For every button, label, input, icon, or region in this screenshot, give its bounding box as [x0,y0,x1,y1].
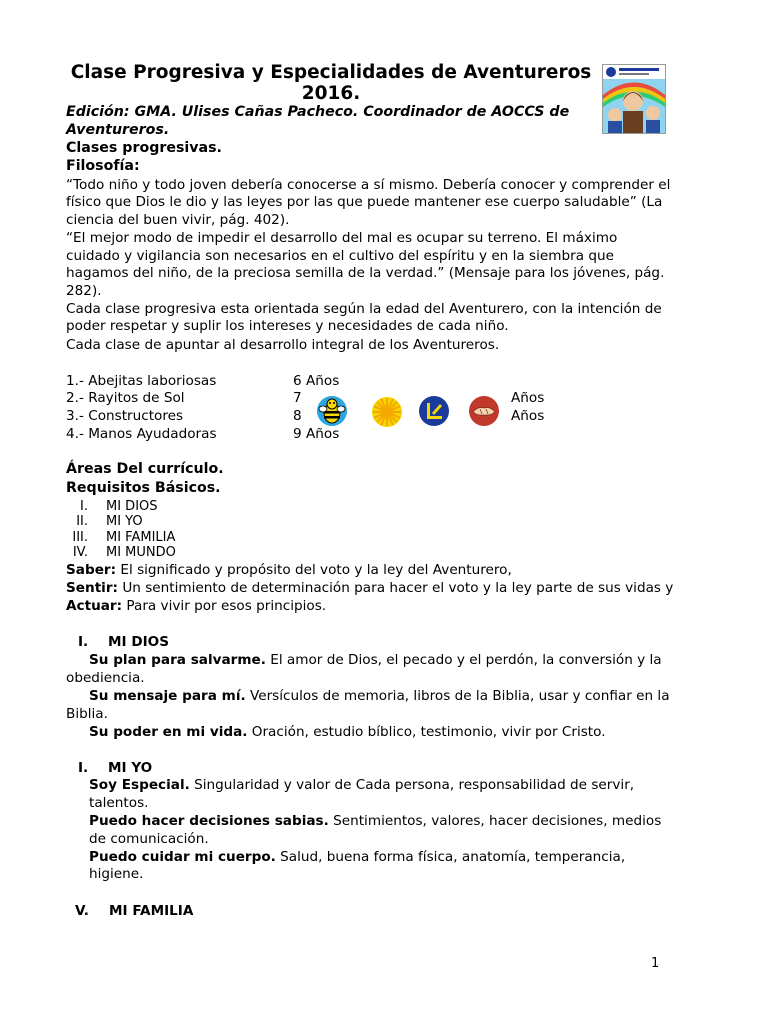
paragraph-line: hagamos del niño, de la preciosa semilla de la verdad.” (Mensaje para los jóvenes, pág. [66,265,665,281]
section-item-text: Oración, estudio bíblico, testimonio, vivir por Cristo. [247,724,606,740]
section-item-text: Versículos de memoria, libros de la Biblia, usar y confiar en la [245,688,670,704]
helping-hands-icon [468,395,500,427]
section-item-text: Singularidad y valor de Cada persona, responsabilidad de servir, [189,777,635,793]
section-item-cont: Biblia. [66,706,108,722]
paragraph-line: cuidado y vigilancia son necesarios en el cultivo del espíritu y en la siembra que [66,248,614,264]
area-item [62,530,175,545]
section-title: MI YO [108,760,153,776]
section-item-label: Puedo hacer decisiones sabias. [89,813,329,829]
area-item-label: MI DIOS [106,499,158,514]
class-age-unit: Años [511,408,545,424]
saber-line [66,562,512,579]
actuar-text: Para vivir por esos principios. [122,598,327,614]
section-item-label: Su mensaje para mí. [89,688,246,704]
section-number: V. [75,903,89,919]
section-heading-mi-familia [75,903,193,920]
section-item [89,849,625,866]
section-item-cont: talentos. [89,795,149,811]
area-item-label: MI FAMILIA [106,530,176,545]
section-heading-mi-yo [78,760,152,777]
sentir-label: Sentir: [66,580,118,596]
section-item-label: Soy Especial. [89,777,190,793]
class-age: 6 Años [293,373,340,389]
section-heading-mi-dios [78,634,169,651]
section-item-cont: de comunicación. [89,831,209,847]
paragraph-line: poder respetar y suplir los intereses y necesidades de cada niño. [66,318,509,334]
area-item-label: MI YO [106,514,143,529]
area-item [62,545,176,560]
document-title-year: 2016. [301,83,361,104]
section-number: I. [78,634,89,650]
paragraph-line: Cada clase progresiva esta orientada según la edad del Aventurero, con la intención de [66,301,662,317]
section-item-text: Sentimientos, valores, hacer decisiones, medios [328,813,662,829]
area-item-number: I. [80,499,88,514]
paragraph-line: ciencia del buen vivir, pág. 402). [66,212,290,228]
document-title: Clase Progresiva y Especialidades de Aventureros [70,62,592,83]
sentir-text: Un sentimiento de determinación para hacer el voto y la ley parte de sus vidas y [118,580,674,596]
paragraph-line: “Todo niño y todo joven debería conocerse a sí mismo. Debería conocer y comprender el [66,177,671,193]
section-item-label: Su plan para salvarme. [89,652,266,668]
section-item-label: Su poder en mi vida. [89,724,248,740]
edition-line-cont: Aventureros. [66,122,170,138]
section-item [89,724,606,741]
section-item [89,652,662,669]
saber-label: Saber: [66,562,117,578]
paragraph-line: “El mejor modo de impedir el desarrollo del mal es ocupar su terreno. El máximo [66,230,618,246]
filosofia-heading: Filosofía: [66,158,140,174]
builder-tools-icon [418,395,450,427]
class-name: 2.- Rayitos de Sol [66,390,185,406]
section-item-cont: obediencia. [66,670,145,686]
area-item-label: MI MUNDO [106,545,176,560]
saber-text: El significado y propósito del voto y la ley del Aventurero, [116,562,512,578]
paragraph-line: Cada clase de apuntar al desarrollo integral de los Aventureros. [66,337,500,353]
section-item [89,688,670,705]
class-name: 4.- Manos Ayudadoras [66,426,217,442]
area-item [62,499,158,514]
paragraph-line: 282). [66,283,102,299]
area-item-number: III. [72,530,88,545]
class-age: 8 [293,408,302,424]
section-item [89,813,661,830]
sun-icon [371,396,403,428]
actuar-label: Actuar: [66,598,123,614]
sentir-line [66,580,673,597]
actuar-line [66,598,326,615]
section-title: MI DIOS [108,634,170,650]
bee-icon [316,395,348,427]
paragraph-line: físico que Dios le dio y las leyes por las que puede mantener ese cuerpo saludable” (La [66,194,663,210]
class-name: 1.- Abejitas laboriosas [66,373,217,389]
class-name: 3.- Constructores [66,408,184,424]
section-item-text: Salud, buena forma física, anatomía, temperancia, [275,849,626,865]
area-item-number: IV. [72,545,88,560]
class-age: 9 Años [293,426,340,442]
areas-heading: Áreas Del currículo. [66,461,224,477]
section-item-label: Puedo cuidar mi cuerpo. [89,849,276,865]
class-age-unit: Años [511,390,545,406]
section-item [89,777,634,794]
requisitos-heading: Requisitos Básicos. [66,480,221,496]
area-item-number: II. [76,514,88,529]
area-item [62,514,143,529]
section-item-text: El amor de Dios, el pecado y el perdón, la conversión y la [265,652,662,668]
edition-line: Edición: GMA. Ulises Cañas Pacheco. Coordinador de AOCCS de [66,104,570,120]
section-number: I. [78,760,89,776]
section-item-cont: higiene. [89,866,144,882]
adventurers-logo-image [602,64,666,134]
page-number: 1 [651,956,660,971]
class-age: 7 [293,390,302,406]
clases-heading: Clases progresivas. [66,140,222,156]
section-title: MI FAMILIA [109,903,194,919]
